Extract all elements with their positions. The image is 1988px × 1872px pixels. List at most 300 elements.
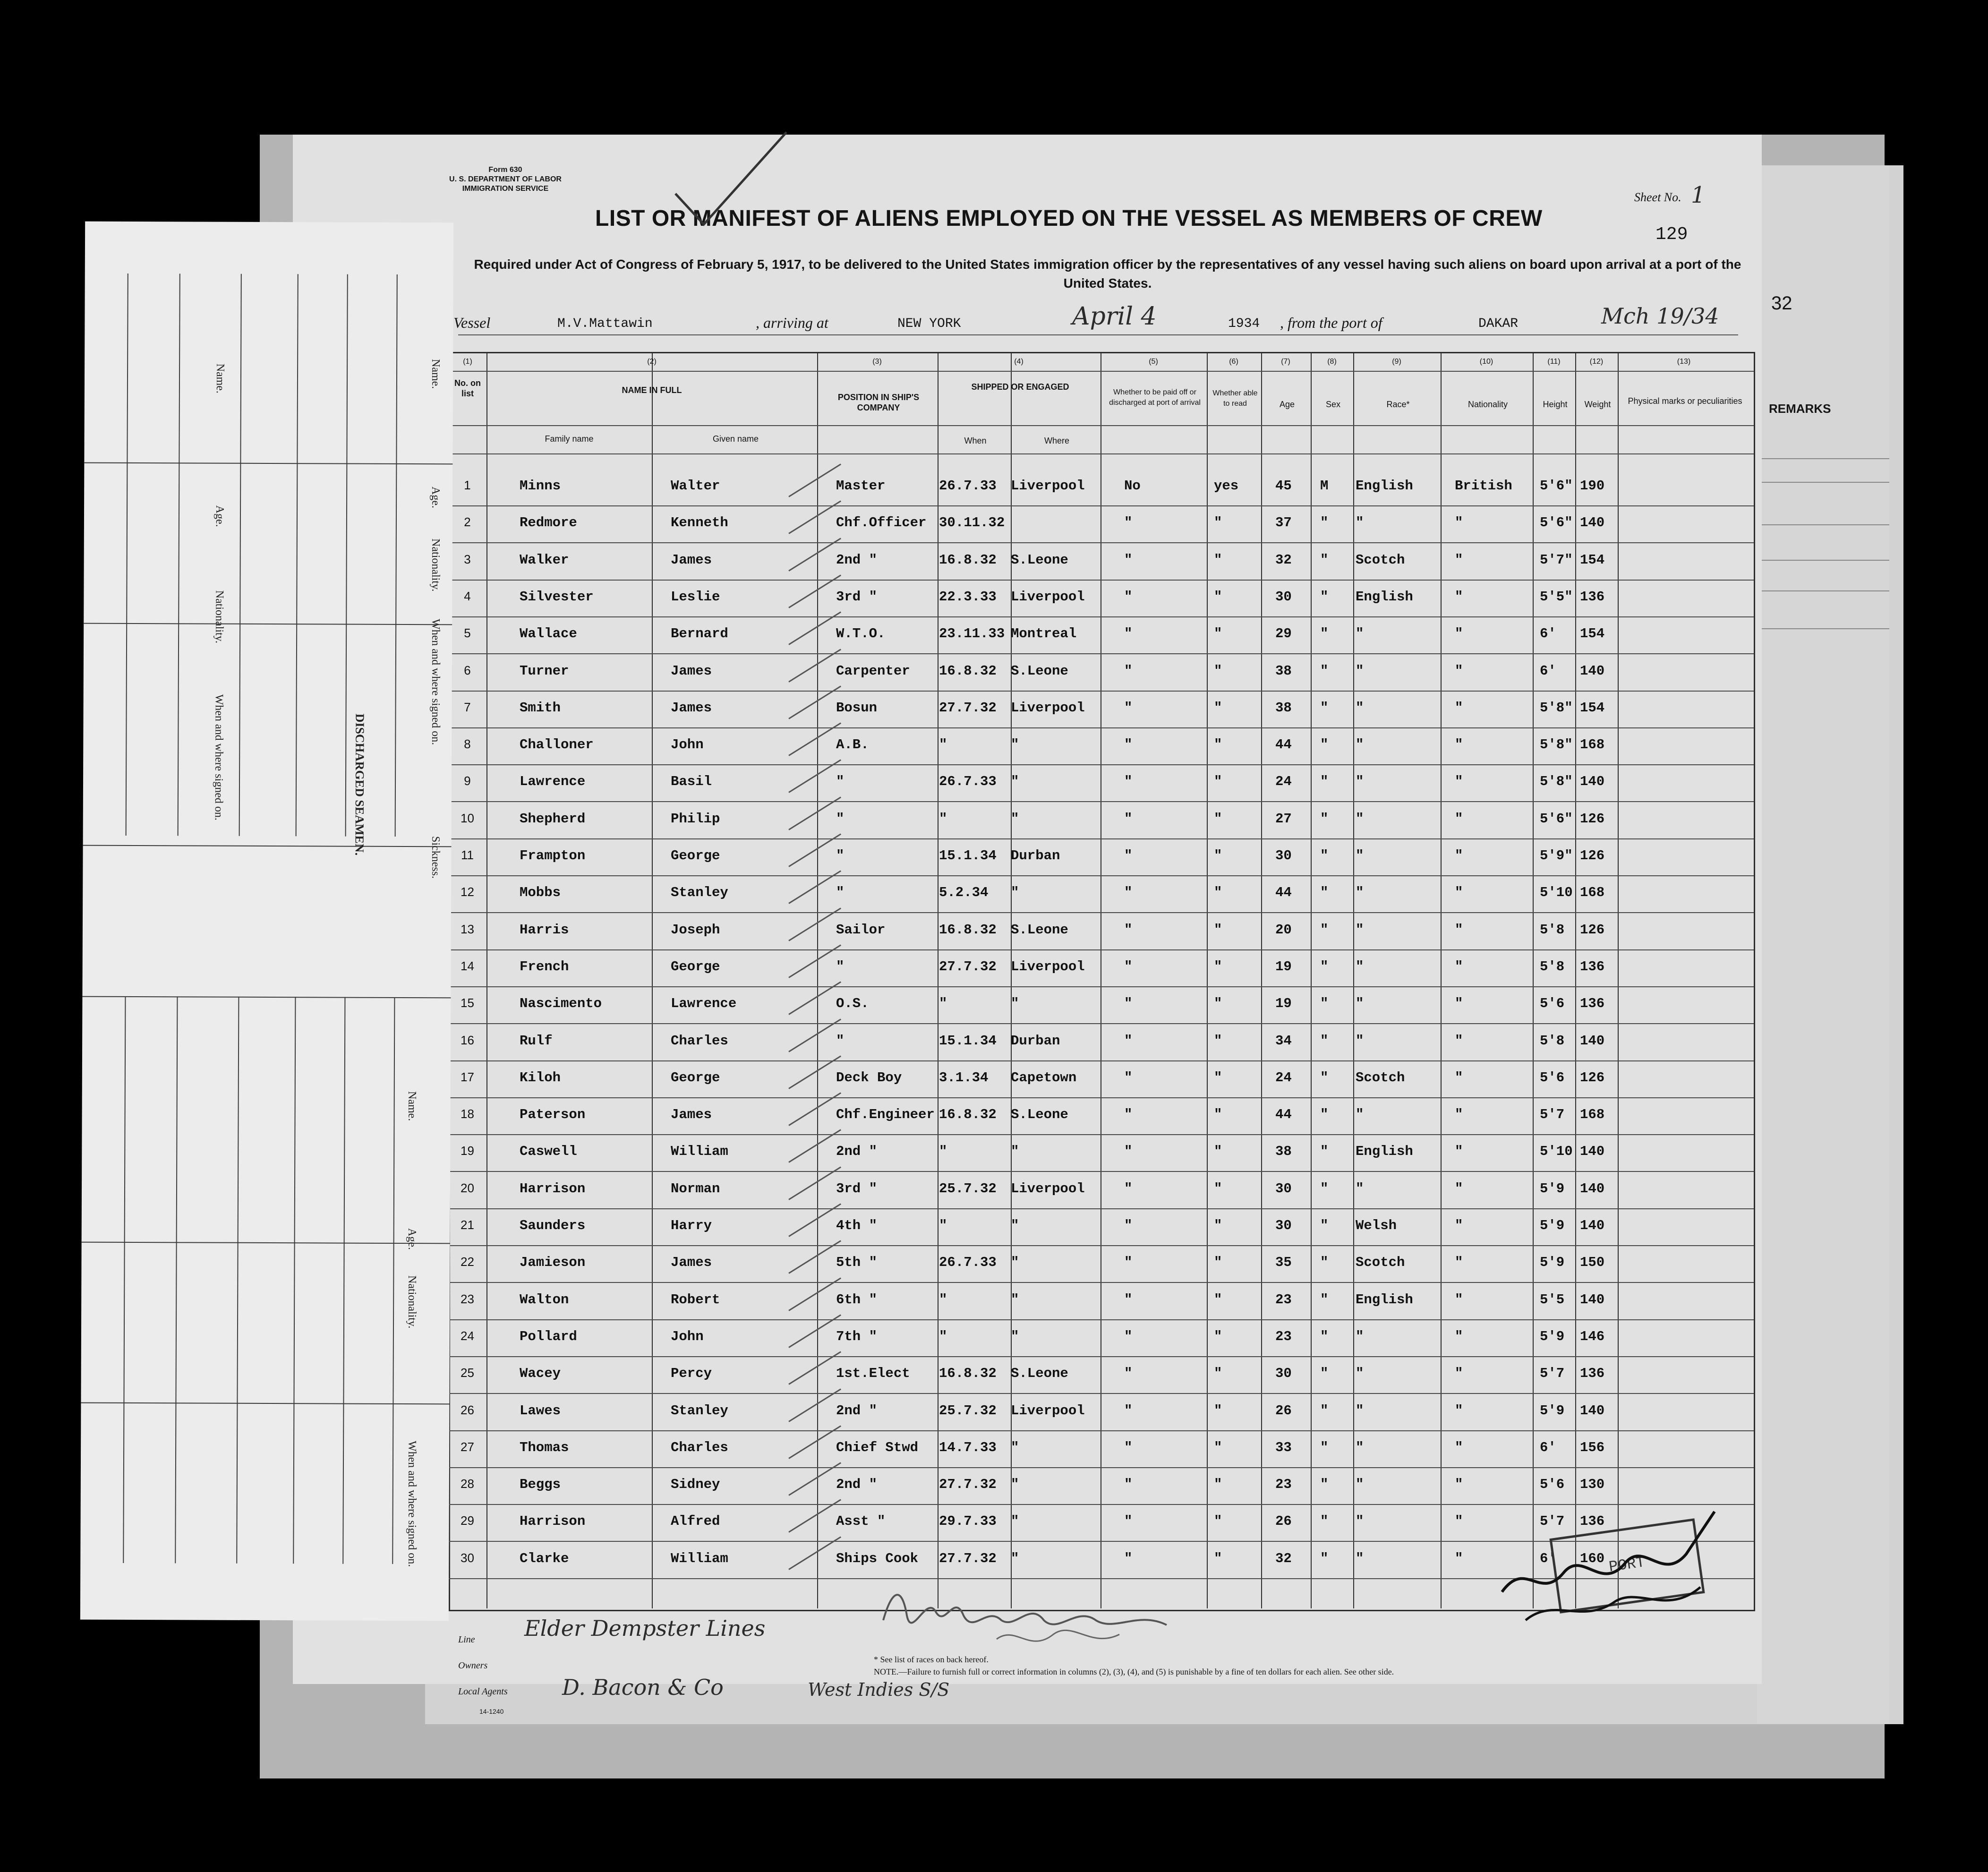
family-name: Silvester [520,589,594,605]
given-name: James [671,1255,712,1271]
age: 44 [1275,885,1292,901]
row-number: 30 [461,1550,474,1565]
given-name: Alfred [671,1513,720,1530]
height: 5'9 [1540,1255,1565,1271]
given-name: James [671,1107,712,1123]
weight: 140 [1580,1180,1605,1197]
shipped-where: " [1011,1328,1019,1344]
column-number: (3) [872,358,882,366]
row-rule [449,1171,1754,1172]
column-rule [1353,352,1354,1608]
weight: 140 [1580,1291,1605,1308]
form-identifier: Form 630 U. S. DEPARTMENT OF LABOR IMMIGRATION SERVICE [449,166,562,193]
family-name: Shepherd [520,811,586,827]
family-name: Rulf [520,1033,553,1049]
margin-label-signed: When and where signed on. [429,619,442,745]
given-name: William [671,1550,728,1566]
sex: " [1320,589,1329,605]
paid-off: " [1124,922,1133,938]
height: 5'5" [1540,589,1573,605]
shipped-where: Liverpool [1011,589,1085,605]
shipped-when: " [939,811,947,827]
row-rule [449,1356,1754,1357]
inspector-signature [1497,1502,1719,1634]
column-rule [652,352,653,1608]
family-name: Turner [520,663,569,679]
column-number: (13) [1677,358,1691,366]
height: 5'7 [1540,1513,1565,1530]
column-rule [1261,352,1262,1608]
given-name: Bernard [671,626,728,642]
race: " [1356,885,1364,901]
sex: " [1320,1550,1329,1566]
height: 5'8" [1540,737,1573,753]
shipped-when: " [939,1218,947,1233]
nationality: " [1455,1439,1463,1455]
shipped-when: 27.7.32 [939,700,997,716]
shipped-where: Capetown [1011,1069,1077,1086]
paid-off: " [1124,589,1133,605]
shipped-where: S.Leone [1011,1107,1068,1123]
nationality: " [1455,958,1463,974]
margin-label-sickness: Sickness. [429,836,442,879]
given-name: Charles [671,1439,728,1455]
nationality: " [1455,515,1463,531]
sex: " [1320,1144,1329,1160]
able-to-read: " [1214,1291,1222,1308]
sheet-label: Sheet No. [1634,190,1681,204]
age: 30 [1275,848,1292,863]
column-number: (5) [1149,358,1158,366]
shipped-when: 16.8.32 [939,1107,997,1123]
column-rule [938,352,939,1608]
paid-off: " [1124,1180,1133,1197]
nationality: " [1455,774,1463,790]
sex: " [1320,922,1329,938]
race: " [1356,848,1364,863]
height: 5'10 [1540,1144,1573,1160]
nationality: " [1455,1328,1463,1344]
age: 24 [1275,1069,1292,1086]
height: 5'6 [1540,1477,1565,1493]
position: 2nd " [836,1402,878,1419]
age: 23 [1275,1477,1292,1493]
row-number: 13 [461,922,474,936]
family-name: French [520,958,569,974]
col-height-header: Height [1543,400,1568,409]
position: W.T.O. [836,626,886,642]
column-rule [1575,352,1576,1608]
nationality: " [1455,1218,1463,1233]
age: 34 [1275,1033,1292,1049]
position: Asst " [836,1513,886,1530]
vessel-label: Vessel [453,314,491,331]
row-number: 29 [461,1513,474,1528]
able-to-read: " [1214,1439,1222,1455]
nationality: " [1455,1107,1463,1123]
sex: " [1320,1107,1329,1123]
age: 38 [1275,700,1292,716]
vessel-name: M.V.Mattawin [557,316,653,331]
nationality: British [1455,478,1512,494]
race: Scotch [1356,1069,1405,1086]
sex: " [1320,1033,1329,1049]
age: 19 [1275,958,1292,974]
footnote-penalty: NOTE.—Failure to furnish full or correct information in columns (2), (3), (4), and (5) is punishable by a fine of ten dollars for each alien. See other side. [874,1667,1394,1676]
position: " [836,1033,845,1049]
given-name: Percy [671,1366,712,1382]
family-name: Mobbs [520,885,561,901]
given-name: James [671,700,712,716]
sex: " [1320,958,1329,974]
shipped-where: " [1011,1513,1019,1530]
paid-off: " [1124,1107,1133,1123]
row-number: 15 [461,996,474,1010]
row-rule [449,912,1754,913]
able-to-read: " [1214,1328,1222,1344]
position: 7th " [836,1328,878,1344]
weight: 154 [1580,552,1605,568]
sex: " [1320,515,1329,531]
agents-label: Local Agents [458,1686,508,1697]
height: 5'7" [1540,552,1573,568]
margin-label-name: Name. [429,359,442,389]
given-name: Stanley [671,1402,728,1419]
height: 5'6 [1540,996,1565,1012]
row-rule [449,1282,1754,1283]
given-name: Kenneth [671,515,728,531]
age: 30 [1275,1218,1292,1233]
height: 5'7 [1540,1107,1565,1123]
family-name: Wacey [520,1366,561,1382]
given-name: Sidney [671,1477,720,1493]
row-number: 19 [461,1144,474,1158]
nationality: " [1455,1513,1463,1530]
paid-off: " [1124,700,1133,716]
row-number: 22 [461,1255,474,1269]
age: 32 [1275,1550,1292,1566]
row-number: 20 [461,1180,474,1195]
col-family-header: Family name [545,434,594,444]
row-number: 25 [461,1366,474,1380]
row-number: 23 [461,1291,474,1306]
ref-number: 32 [1771,293,1792,314]
paid-off: " [1124,1328,1133,1344]
officer-signature [874,1578,1181,1658]
age: 26 [1275,1513,1292,1530]
age: 20 [1275,922,1292,938]
paid-off: " [1124,1291,1133,1308]
shipped-where: " [1011,1255,1019,1271]
family-name: Harrison [520,1180,586,1197]
departure-date: Mch 19/34 [1601,303,1719,329]
shipped-where: Liverpool [1011,478,1085,494]
row-rule [449,1060,1754,1061]
nationality: " [1455,1291,1463,1308]
weight: 168 [1580,1107,1605,1123]
given-name: George [671,1069,720,1086]
header-number-rule [449,371,1754,372]
manifest-number: 129 [1655,224,1688,245]
column-rule [1207,352,1208,1608]
weight: 136 [1580,1366,1605,1382]
able-to-read: " [1214,958,1222,974]
col-given-header: Given name [712,434,759,444]
family-name: Smith [520,700,561,716]
able-to-read: " [1214,811,1222,827]
weight: 190 [1580,478,1605,494]
family-name: Harrison [520,1513,586,1530]
age: 32 [1275,552,1292,568]
shipped-where: " [1011,996,1019,1012]
paid-off: No [1124,478,1141,494]
sex: " [1320,774,1329,790]
able-to-read: " [1214,737,1222,753]
weight: 146 [1580,1328,1605,1344]
arriving-port: NEW YORK [897,316,961,331]
shipped-where: " [1011,1144,1019,1160]
check-mark [671,128,793,231]
paid-off: " [1124,737,1133,753]
shipped-when: 15.1.34 [939,1033,997,1049]
column-rule [1311,352,1312,1608]
race: Scotch [1356,552,1405,568]
race: " [1356,1513,1364,1530]
slip-label-age: Age. [213,505,226,527]
row-rule [449,653,1754,654]
row-rule [449,691,1754,692]
weight: 126 [1580,848,1605,863]
nationality: " [1455,1477,1463,1493]
sex: M [1320,478,1329,494]
shipped-where: Durban [1011,1033,1060,1049]
position: Chief Stwd [836,1439,919,1455]
paid-off: " [1124,1513,1133,1530]
position: 5th " [836,1255,878,1271]
given-name: Robert [671,1291,720,1308]
paid-off: " [1124,1033,1133,1049]
weight: 140 [1580,1144,1605,1160]
height: 5'9 [1540,1180,1565,1197]
height: 5'8" [1540,700,1573,716]
agents-signature-2: West Indies S/S [808,1679,950,1700]
position: Bosun [836,700,878,716]
paid-off: " [1124,1218,1133,1233]
row-rule [449,1245,1754,1246]
nationality: " [1455,552,1463,568]
able-to-read: " [1214,1477,1222,1493]
shipped-where: Liverpool [1011,700,1085,716]
position: " [836,848,845,863]
shipped-when: 15.1.34 [939,848,997,863]
paid-off: " [1124,1439,1133,1455]
paid-off: " [1124,885,1133,901]
column-number: (4) [1014,358,1024,366]
position: O.S. [836,996,869,1012]
row-number: 17 [461,1069,474,1084]
age: 30 [1275,1180,1292,1197]
able-to-read: " [1214,1107,1222,1123]
shipped-when: 26.7.33 [939,478,997,494]
position: A.B. [836,737,869,753]
margin-label-name-2: Name. [406,1091,418,1121]
able-to-read: " [1214,885,1222,901]
height: 5'10 [1540,885,1573,901]
height: 6' [1540,1550,1556,1566]
family-name: Challoner [520,737,594,753]
row-rule [449,1467,1754,1468]
nationality: " [1455,885,1463,901]
race: " [1356,1366,1364,1382]
row-number: 3 [464,552,471,566]
able-to-read: " [1214,848,1222,863]
position: 3rd " [836,589,878,605]
weight: 140 [1580,515,1605,531]
race: " [1356,922,1364,938]
row-number: 26 [461,1402,474,1417]
race: English [1356,589,1413,605]
age: 33 [1275,1439,1292,1455]
family-name: Walker [520,552,569,568]
line-signature: Elder Dempster Lines [524,1616,766,1641]
given-name: Walter [671,478,720,494]
nationality: " [1455,700,1463,716]
line-label: Line [458,1634,475,1645]
paid-off: " [1124,552,1133,568]
nationality: " [1455,996,1463,1012]
column-number: (7) [1281,358,1290,366]
height: 5'7 [1540,1366,1565,1382]
shipped-where: " [1011,774,1019,790]
weight: 140 [1580,1033,1605,1049]
crew-table [449,352,1755,1611]
given-name: Harry [671,1218,712,1233]
port-stamp: PORT [1549,1518,1705,1614]
sex: " [1320,663,1329,679]
age: 26 [1275,1402,1292,1419]
shipped-when: " [939,1144,947,1160]
row-rule [449,1208,1754,1209]
col-nationality-header: Nationality [1468,400,1508,409]
row-rule [449,1430,1754,1431]
col-weight-header: Weight [1584,400,1611,409]
row-number: 8 [464,737,471,752]
row-rule [449,1023,1754,1024]
col-shipped-header: SHIPPED OR ENGAGED [971,382,1069,392]
margin-label-nationality-2: Nationality. [406,1275,418,1329]
shipped-where: " [1011,1218,1019,1233]
col-name-header: NAME IN FULL [622,385,682,395]
height: 6' [1540,626,1556,642]
shipped-when: 22.3.33 [939,589,997,605]
family-name: Paterson [520,1107,586,1123]
slip-label-nationality: Nationality. [213,590,226,644]
paid-off: " [1124,996,1133,1012]
weight: 160 [1580,1550,1605,1566]
row-number: 28 [461,1477,474,1491]
sex: " [1320,1291,1329,1308]
height: 5'8 [1540,922,1565,938]
row-rule [449,838,1754,839]
family-name: Lawes [520,1402,561,1419]
height: 5'6" [1540,811,1573,827]
shipped-where: " [1011,1477,1019,1493]
weight: 136 [1580,958,1605,974]
given-name: John [671,1328,704,1344]
able-to-read: " [1214,515,1222,531]
shipped-when: 14.7.33 [939,1439,997,1455]
race: " [1356,663,1364,679]
from-port: DAKAR [1478,316,1519,331]
age: 44 [1275,1107,1292,1123]
race: " [1356,774,1364,790]
shipped-when: 25.7.32 [939,1180,997,1197]
position: Deck Boy [836,1069,902,1086]
race: " [1356,626,1364,642]
shipped-where: Liverpool [1011,958,1085,974]
paid-off: " [1124,1255,1133,1271]
remarks-header: REMARKS [1769,402,1831,416]
sex: " [1320,626,1329,642]
paid-off: " [1124,1069,1133,1086]
sex: " [1320,885,1329,901]
nationality: " [1455,589,1463,605]
weight: 126 [1580,1069,1605,1086]
given-name: George [671,958,720,974]
weight: 154 [1580,700,1605,716]
header-bottom-rule [449,453,1754,454]
position: 2nd " [836,1477,878,1493]
family-name: Harris [520,922,569,938]
page-title: LIST OR MANIFEST OF ALIENS EMPLOYED ON THE VESSEL AS MEMBERS OF CREW [595,206,1543,231]
nationality: " [1455,737,1463,753]
position: 3rd " [836,1180,878,1197]
given-name: Basil [671,774,712,790]
position: 2nd " [836,552,878,568]
weight: 140 [1580,663,1605,679]
row-number: 5 [464,626,471,641]
header-subrule [449,425,1754,426]
paid-off: " [1124,1402,1133,1419]
column-rule [817,352,818,1608]
nationality: " [1455,1069,1463,1086]
position: Sailor [836,922,886,938]
shipped-when: 16.8.32 [939,663,997,679]
row-number: 14 [461,958,474,973]
row-number: 24 [461,1328,474,1343]
nationality: " [1455,1144,1463,1160]
given-name: James [671,552,712,568]
column-rule [1533,352,1534,1608]
row-number: 9 [464,774,471,788]
height: 5'6" [1540,478,1573,494]
column-number: (8) [1327,358,1337,366]
col-paid-header: Whether to be paid off or discharged at port of arrival [1109,388,1201,407]
discharged-seamen-slip [80,222,453,1621]
able-to-read: " [1214,1033,1222,1049]
able-to-read: " [1214,1550,1222,1566]
height: 5'6" [1540,515,1573,531]
arrival-date: April 4 [1072,302,1157,331]
column-rule [486,352,487,1608]
weight: 130 [1580,1477,1605,1493]
shipped-when: 29.7.33 [939,1513,997,1530]
race: English [1356,1144,1413,1160]
race: " [1356,1402,1364,1419]
row-number: 11 [461,848,474,862]
row-rule [449,949,1754,950]
age: 38 [1275,1144,1292,1160]
